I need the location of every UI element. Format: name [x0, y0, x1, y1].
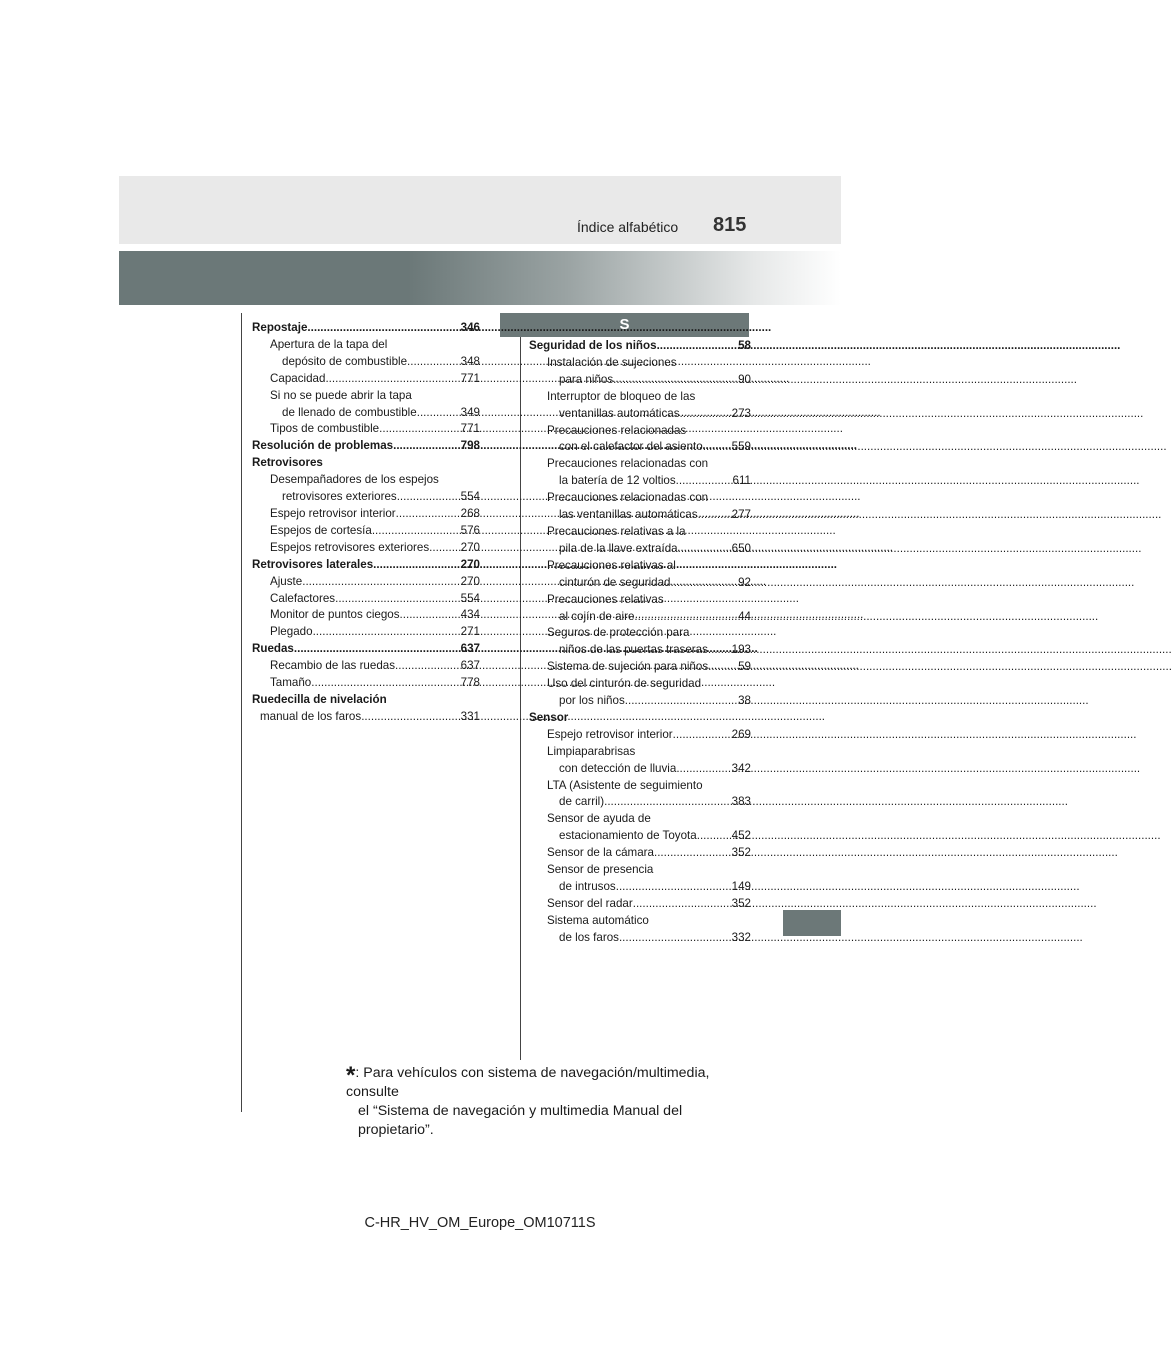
leader-dots: [417, 405, 457, 422]
entry-page-number: 58: [738, 339, 751, 352]
index-entry: [529, 845, 751, 862]
left-column-rule: [241, 313, 242, 1112]
entry-term: Espejo retrovisor interior: [270, 506, 396, 520]
index-entry: [529, 727, 751, 744]
index-entry: [252, 320, 480, 337]
entry-term: Resolución de problemas: [252, 439, 394, 453]
entry-page-number: 44: [738, 609, 751, 623]
entry-page-number: 554: [460, 490, 480, 504]
entry-term: Calefactores: [270, 591, 336, 605]
entry-page-number: 554: [460, 591, 480, 605]
index-heading-line: Precauciones relativas a la: [547, 524, 686, 538]
entry-term: ventanillas automáticas: [559, 406, 680, 420]
leader-dots: [671, 575, 739, 592]
entry-page-number: 434: [460, 608, 480, 622]
entry-term: Tipos de combustible: [270, 422, 380, 436]
index-entry: [529, 794, 751, 811]
entry-term: pila de la llave extraída: [559, 541, 678, 555]
leader-dots: [325, 371, 456, 388]
index-entry: [252, 506, 480, 523]
index-entry: [252, 591, 480, 608]
entry-page-number: 270: [460, 540, 480, 554]
entry-term: Monitor de puntos ciegos: [270, 608, 400, 622]
entry-page-number: 277: [731, 508, 751, 522]
leader-dots: [680, 406, 732, 423]
index-heading-line: Interruptor de bloqueo de las: [547, 389, 696, 403]
index-heading-line: Sensor de ayuda de: [547, 812, 651, 826]
leader-dots: [307, 320, 456, 337]
index-entry: [529, 541, 751, 558]
index-entry: [529, 930, 751, 947]
entry-term: las ventanillas automáticas: [559, 508, 698, 522]
leader-dots: [619, 930, 732, 947]
index-entry: [252, 557, 480, 574]
entry-term: Repostaje: [252, 321, 308, 334]
index-heading-line: Sensor de presencia: [547, 863, 654, 877]
leader-dots: [379, 421, 457, 438]
leader-dots: [673, 727, 732, 744]
index-heading-line: Si no se puede abrir la tapa: [270, 388, 412, 402]
leader-dots: [708, 642, 732, 659]
leader-dots: [373, 557, 456, 574]
footnote: [346, 1064, 750, 1140]
index-heading-line: Precauciones relacionadas: [547, 423, 687, 437]
leader-dots: [703, 439, 732, 456]
leader-dots: [311, 675, 456, 692]
index-heading-line: Sistema automático: [547, 913, 649, 927]
leader-dots: [633, 896, 732, 913]
leader-dots: [625, 693, 738, 710]
index-entry: [529, 828, 751, 845]
index-heading-line: Precauciones relacionadas con: [547, 491, 709, 505]
index-heading-line: Seguros de protección para: [547, 626, 690, 640]
entry-page-number: 59: [738, 660, 751, 674]
entry-page-number: 346: [460, 321, 480, 334]
index-entry: [529, 659, 751, 676]
footnote-line-1: : Para vehículos con sistema de navegación/multimedia, consulte: [346, 1065, 710, 1100]
index-column-left: [252, 320, 480, 726]
index-entry: [252, 489, 480, 506]
leader-dots: [335, 591, 457, 608]
entry-term: de los faros: [559, 930, 619, 944]
index-heading-line: Desempañadores de los espejos: [270, 473, 439, 487]
entry-term: Sensor del radar: [547, 896, 633, 910]
index-heading-line: Limpiaparabrisas: [547, 744, 636, 758]
entry-page-number: 269: [731, 727, 751, 741]
leader-dots: [634, 609, 738, 626]
chapter-banner: [119, 251, 841, 305]
index-heading-line: Retrovisores: [252, 456, 323, 470]
index-entry: [529, 761, 751, 778]
entry-page-number: 270: [460, 574, 480, 588]
index-entry: [252, 438, 480, 455]
index-entry: [529, 896, 751, 913]
entry-page-number: 273: [731, 406, 751, 420]
leader-dots: [393, 438, 457, 455]
leader-dots: [708, 659, 738, 676]
index-entry: [252, 540, 480, 557]
entry-term: de intrusos: [559, 880, 616, 893]
entry-page-number: 349: [460, 405, 480, 419]
entry-page-number: 352: [731, 896, 751, 910]
entry-term: con detección de lluvia: [559, 761, 677, 775]
leader-dots: [676, 473, 733, 490]
leader-dots: [395, 658, 457, 675]
index-entry: [252, 421, 480, 438]
leader-dots: [361, 709, 456, 726]
footnote-line-2: el “Sistema de navegación y multimedia Manual del propietario”.: [358, 1103, 683, 1138]
entry-term: Retrovisores laterales: [252, 557, 374, 571]
footnote-marker: *: [346, 1062, 356, 1089]
entry-term: retrovisores exteriores: [282, 490, 397, 504]
entry-page-number: 559: [731, 440, 751, 454]
index-entry: [252, 574, 480, 591]
entry-term: Seguridad de los niños: [529, 339, 657, 352]
entry-term: Sistema de sujeción para niños: [547, 660, 709, 674]
entry-term: la batería de 12 voltios: [559, 474, 676, 488]
leader-dots: [302, 574, 456, 591]
index-entry: [529, 372, 751, 389]
leader-dots: [613, 372, 738, 389]
entry-page-number: 270: [460, 557, 480, 571]
leader-dots: [604, 794, 732, 811]
entry-term: de carril): [559, 795, 605, 809]
entry-page-number: 383: [731, 795, 751, 809]
index-entry: [252, 405, 480, 422]
entry-term: Sensor de la cámara: [547, 846, 654, 860]
page-number: 815: [713, 214, 747, 236]
index-entry: [529, 507, 751, 524]
index-entry: [529, 609, 751, 626]
entry-page-number: 352: [731, 846, 751, 860]
index-heading-line: Apertura de la tapa del: [270, 337, 388, 351]
leader-dots: [294, 641, 457, 658]
entry-term: Recambio de las ruedas: [270, 659, 396, 673]
leader-dots: [657, 338, 739, 355]
entry-page-number: 637: [460, 642, 480, 656]
entry-page-number: 798: [460, 439, 480, 453]
leader-dots: [616, 879, 732, 896]
index-entry: [252, 354, 480, 371]
entry-page-number: 193: [731, 643, 751, 657]
leader-dots: [429, 540, 457, 557]
entry-page-number: 637: [460, 659, 480, 673]
index-entry: [529, 473, 751, 490]
leader-dots: [397, 489, 457, 506]
leader-dots: [372, 523, 457, 540]
index-entry: [252, 607, 480, 624]
entry-term: Espejo retrovisor interior: [547, 727, 673, 741]
entry-page-number: 38: [738, 694, 751, 708]
entry-term: al cojín de aire: [559, 609, 635, 623]
entry-page-number: 271: [460, 625, 480, 639]
index-entry: [252, 523, 480, 540]
index-heading-line: Ruedecilla de nivelación: [252, 692, 387, 706]
index-heading-line: Instalación de sujeciones: [547, 355, 677, 369]
index-entry: [252, 709, 480, 726]
entry-term: Espejos de cortesía: [270, 523, 372, 537]
entry-term: niños de las puertas traseras: [559, 643, 708, 657]
entry-term: cinturón de seguridad: [559, 575, 671, 589]
entry-page-number: 771: [460, 371, 480, 385]
entry-term: por los niños: [559, 694, 625, 708]
index-entry: [529, 575, 751, 592]
entry-term: para niños: [559, 372, 614, 386]
entry-term: Capacidad: [270, 371, 326, 385]
index-heading-line: LTA (Asistente de seguimiento: [547, 778, 703, 792]
index-heading-line: Precauciones relativas al: [547, 558, 676, 572]
entry-term: Plegado: [270, 625, 313, 639]
entry-page-number: 650: [731, 541, 751, 555]
leader-dots: [654, 845, 732, 862]
entry-term: de llenado de combustible: [282, 405, 417, 419]
entry-term: manual de los faros: [260, 709, 362, 723]
entry-page-number: 149: [731, 880, 751, 893]
index-entry: [529, 338, 751, 355]
entry-term: Ruedas: [252, 642, 294, 656]
entry-page-number: 90: [738, 372, 751, 386]
leader-dots: [396, 506, 457, 523]
index-column-right: [529, 338, 751, 947]
index-entry: [252, 641, 480, 658]
leader-dots: [678, 541, 732, 558]
entry-page-number: 342: [731, 761, 751, 775]
entry-term: Ajuste: [270, 574, 303, 588]
index-heading-line: Precauciones relacionadas con: [547, 457, 709, 471]
document-code: C-HR_HV_OM_Europe_OM10711S: [364, 1215, 596, 1231]
entry-term: con el calefactor del asiento: [559, 440, 703, 454]
leader-dots: [697, 828, 732, 845]
leader-dots: [313, 624, 457, 641]
letter-header: S: [500, 313, 749, 337]
entry-page-number: 268: [460, 506, 480, 520]
entry-page-number: 452: [731, 829, 751, 843]
index-entry: [529, 439, 751, 456]
entry-page-number: 576: [460, 523, 480, 537]
entry-page-number: 92: [738, 575, 751, 589]
index-entry: [529, 693, 751, 710]
chapter-tab-marker: [783, 910, 841, 936]
entry-page-number: 332: [731, 930, 751, 944]
index-entry: [252, 675, 480, 692]
index-heading-line: Precauciones relativas: [547, 592, 664, 606]
entry-page-number: 348: [460, 354, 480, 368]
leader-dots: [400, 607, 457, 624]
index-entry: [529, 642, 751, 659]
leader-dots: [676, 761, 731, 778]
index-heading-line: Sensor: [529, 710, 569, 724]
leader-dots: [407, 354, 457, 371]
entry-page-number: 611: [732, 474, 751, 488]
entry-term: estacionamiento de Toyota: [559, 829, 697, 843]
entry-term: Espejos retrovisores exteriores: [270, 540, 430, 554]
index-entry: [252, 658, 480, 675]
entry-term: Tamaño: [270, 676, 312, 690]
leader-dots: [698, 507, 732, 524]
entry-term: depósito de combustible: [282, 354, 408, 368]
index-entry: [529, 879, 751, 896]
index-entry: [529, 406, 751, 423]
index-entry: [252, 624, 480, 641]
index-heading-line: Uso del cinturón de seguridad: [547, 677, 702, 691]
index-entry: [252, 371, 480, 388]
section-title: Índice alfabético: [577, 219, 679, 235]
entry-page-number: 331: [460, 709, 480, 723]
entry-page-number: 778: [460, 676, 480, 690]
entry-page-number: 771: [460, 422, 480, 436]
